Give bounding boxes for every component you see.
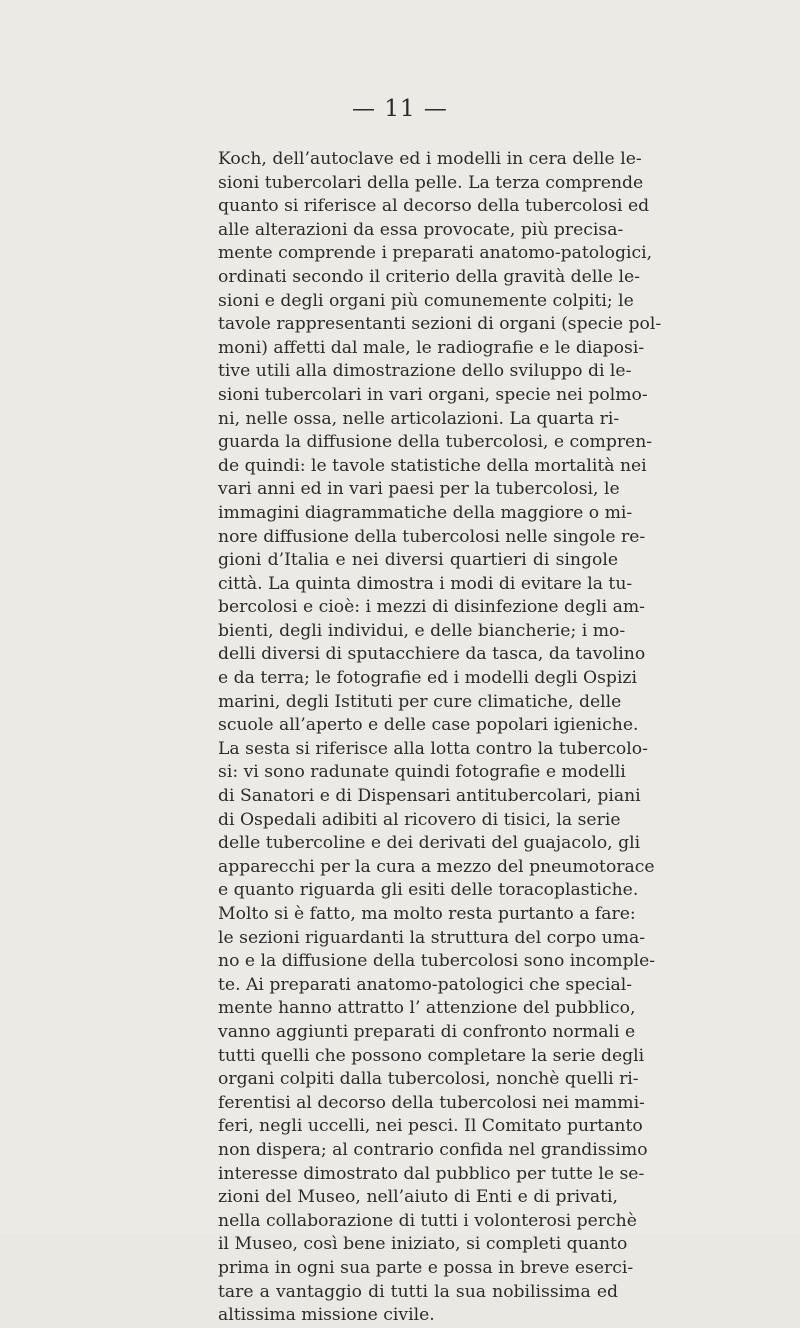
text-line: ferentisi al decorso della tubercolosi nei mammi- xyxy=(218,1092,645,1113)
text-line: gioni d’Italia e nei diversi quartieri di singole xyxy=(218,550,618,571)
text-line: vanno aggiunti preparati di confronto normali e xyxy=(218,1021,636,1042)
text-line: di Ospedali adibiti al ricovero di tisici, la serie xyxy=(218,809,621,830)
text-line: e quanto riguarda gli esiti delle toracoplastiche. xyxy=(218,880,639,901)
text-line: te. Ai preparati anatomo-patologici che special- xyxy=(218,974,633,995)
text-line: ordinati secondo il criterio della gravità delle le- xyxy=(218,266,640,287)
text-line: sioni e degli organi più comunemente colpiti; le xyxy=(218,290,634,311)
page-number: — 11 — xyxy=(352,96,448,122)
text-line: no e la diffusione della tubercolosi sono incomple- xyxy=(218,951,656,972)
text-line: immagini diagrammatiche della maggiore o mi- xyxy=(218,502,633,523)
text-line: de quindi: le tavole statistiche della mortalità nei xyxy=(218,455,647,476)
text-line: sioni tubercolari della pelle. La terza comprende xyxy=(218,172,644,193)
text-line: marini, degli Istituti per cure climatiche, delle xyxy=(218,691,622,712)
text-line: quanto si riferisce al decorso della tubercolosi ed xyxy=(218,196,650,217)
text-line: apparecchi per la cura a mezzo del pneumotorace xyxy=(218,856,655,877)
text-line: mente hanno attratto l’ attenzione del pubblico, xyxy=(218,998,636,1019)
text-line: moni) affetti dal male, le radiografie e le diaposi- xyxy=(218,337,645,358)
text-line: non dispera; al contrario confida nel grandissimo xyxy=(218,1139,648,1160)
text-line: tare a vantaggio di tutti la sua nobilissima ed xyxy=(218,1281,618,1302)
text-line: interesse dimostrato dal pubblico per tutte le se- xyxy=(218,1163,645,1184)
text-line: tutti quelli che possono completare la serie degli xyxy=(218,1045,645,1066)
text-line: tive utili alla dimostrazione dello sviluppo di le- xyxy=(218,361,632,382)
text-line: prima in ogni sua parte e possa in breve eserci- xyxy=(218,1257,634,1278)
text-line: scuole all’aperto e delle case popolari igieniche. xyxy=(218,715,639,736)
text-line: Koch, dell’autoclave ed i modelli in cera delle le- xyxy=(218,149,642,169)
text-line: guarda la diffusione della tubercolosi, e compren- xyxy=(218,432,653,453)
text-line: feri, negli uccelli, nei pesci. Il Comitato purtanto xyxy=(218,1116,643,1137)
text-line: alle alterazioni da essa provocate, più precisa- xyxy=(218,219,624,240)
text-line: sioni tubercolari in vari organi, specie nei polmo- xyxy=(218,384,648,405)
text-line: bercolosi e cioè: i mezzi di disinfezione degli am- xyxy=(218,597,645,618)
text-line: ni, nelle ossa, nelle articolazioni. La quarta ri- xyxy=(218,408,620,429)
text-line: città. La quinta dimostra i modi di evitare la tu- xyxy=(218,573,633,594)
text-line: mente comprende i preparati anatomo-patologici, xyxy=(218,243,653,264)
text-line: bienti, degli individui, e delle biancherie; i mo- xyxy=(218,620,626,641)
text-line: si: vi sono radunate quindi fotografie e modelli xyxy=(218,762,626,783)
text-line: delli diversi di sputacchiere da tasca, da tavolino xyxy=(218,644,646,665)
text-line: vari anni ed in vari paesi per la tubercolosi, le xyxy=(218,479,620,500)
text-line: di Sanatori e di Dispensari antitubercolari, piani xyxy=(218,786,641,807)
text-line: il Museo, così bene iniziato, si completi quanto xyxy=(218,1234,628,1255)
text-line: e da terra; le fotografie ed i modelli degli Ospizi xyxy=(218,668,637,689)
text-line: nore diffusione della tubercolosi nelle singole re- xyxy=(218,526,646,547)
text-line: nella collaborazione di tutti i volonterosi perchè xyxy=(218,1210,637,1231)
text-line: tavole rappresentanti sezioni di organi (specie pol- xyxy=(218,314,662,335)
body-text xyxy=(218,148,662,1328)
text-line: delle tubercoline e dei derivati del guajacolo, gli xyxy=(218,833,641,854)
text-line: organi colpiti dalla tubercolosi, nonchè quelli ri- xyxy=(218,1069,639,1090)
text-line: le sezioni riguardanti la struttura del corpo uma- xyxy=(218,927,646,948)
text-line: altissima missione civile. xyxy=(218,1305,435,1326)
text-line: Molto si è fatto, ma molto resta purtanto a fare: xyxy=(218,904,636,924)
text-line: La sesta si riferisce alla lotta contro la tubercolo- xyxy=(218,738,648,759)
text-line: zioni del Museo, nell’aiuto di Enti e di privati, xyxy=(218,1187,618,1208)
